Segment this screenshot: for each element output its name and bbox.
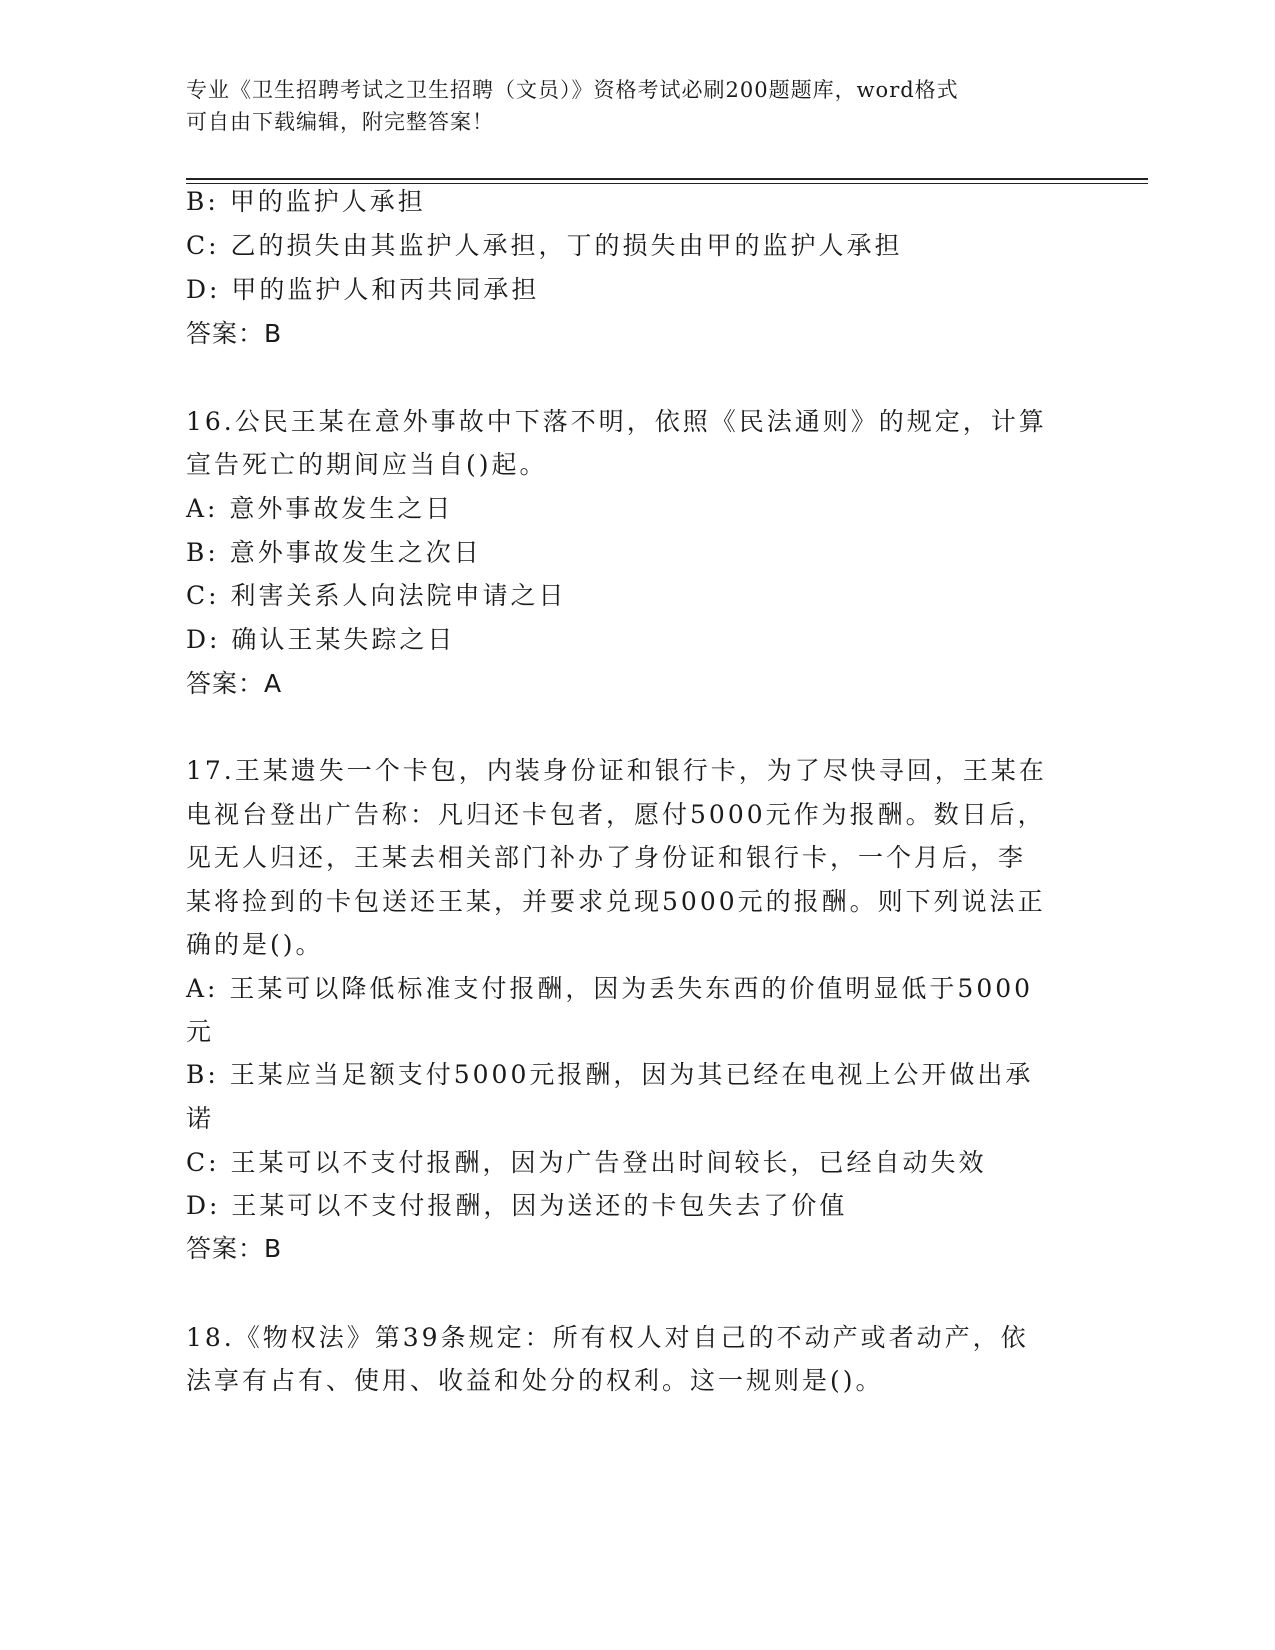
q17-option-a-line-2: 元 xyxy=(186,1017,215,1046)
q17-option-c: C: 王某可以不支付报酬，因为广告登出时间较长，已经自动失效 xyxy=(186,1148,987,1177)
q16-option-c: C: 利害关系人向法院申请之日 xyxy=(186,581,567,610)
q15-option-c: C: 乙的损失由其监护人承担，丁的损失由甲的监护人承担 xyxy=(186,231,903,260)
q17-answer: 答案：B xyxy=(186,1234,283,1263)
q16-option-b: B: 意外事故发生之次日 xyxy=(186,538,482,567)
q18-stem-line-1: 18.《物权法》第39条规定：所有权人对自己的不动产或者动产，依 xyxy=(186,1323,1029,1352)
q16-option-d: D: 确认王某失踪之日 xyxy=(186,625,456,654)
q15-option-b: B: 甲的监护人承担 xyxy=(186,187,426,216)
q17-stem-line-2: 电视台登出广告称：凡归还卡包者，愿付5000元作为报酬。数日后， xyxy=(186,800,1046,829)
q17-option-b-line-2: 诺 xyxy=(186,1104,215,1133)
q17-stem-line-5: 确的是()。 xyxy=(186,930,324,959)
header-line-1: 专业《卫生招聘考试之卫生招聘（文员）》资格考试必刷200题题库，word格式 xyxy=(186,78,959,102)
q16-answer: 答案：A xyxy=(186,669,283,698)
q16-option-a: A: 意外事故发生之日 xyxy=(186,494,454,523)
q15-answer: 答案：B xyxy=(186,319,283,348)
header-line-2: 可自由下载编辑，附完整答案！ xyxy=(186,110,494,134)
q17-option-a-line-1: A: 王某可以降低标准支付报酬，因为丢失东西的价值明显低于5000 xyxy=(186,974,1034,1003)
header-divider-thick xyxy=(186,178,1148,180)
q17-stem-line-1: 17.王某遗失一个卡包，内装身份证和银行卡，为了尽快寻回，王某在 xyxy=(186,756,1047,785)
q15-option-d: D: 甲的监护人和丙共同承担 xyxy=(186,275,540,304)
q17-option-b-line-1: B: 王某应当足额支付5000元报酬，因为其已经在电视上公开做出承 xyxy=(186,1060,1034,1089)
header-divider-thin xyxy=(186,183,1148,184)
q16-stem-line-1: 16.公民王某在意外事故中下落不明，依照《民法通则》的规定，计算 xyxy=(186,407,1047,436)
header-title xyxy=(186,74,1066,138)
q18-stem-line-2: 法享有占有、使用、收益和处分的权利。这一规则是()。 xyxy=(186,1366,884,1395)
q17-stem-line-4: 某将捡到的卡包送还王某，并要求兑现5000元的报酬。则下列说法正 xyxy=(186,887,1046,916)
q17-stem-line-3: 见无人归还，王某去相关部门补办了身份证和银行卡，一个月后，李 xyxy=(186,843,1027,872)
q17-option-d: D: 王某可以不支付报酬，因为送还的卡包失去了价值 xyxy=(186,1191,848,1220)
q16-stem-line-2: 宣告死亡的期间应当自()起。 xyxy=(186,450,548,479)
